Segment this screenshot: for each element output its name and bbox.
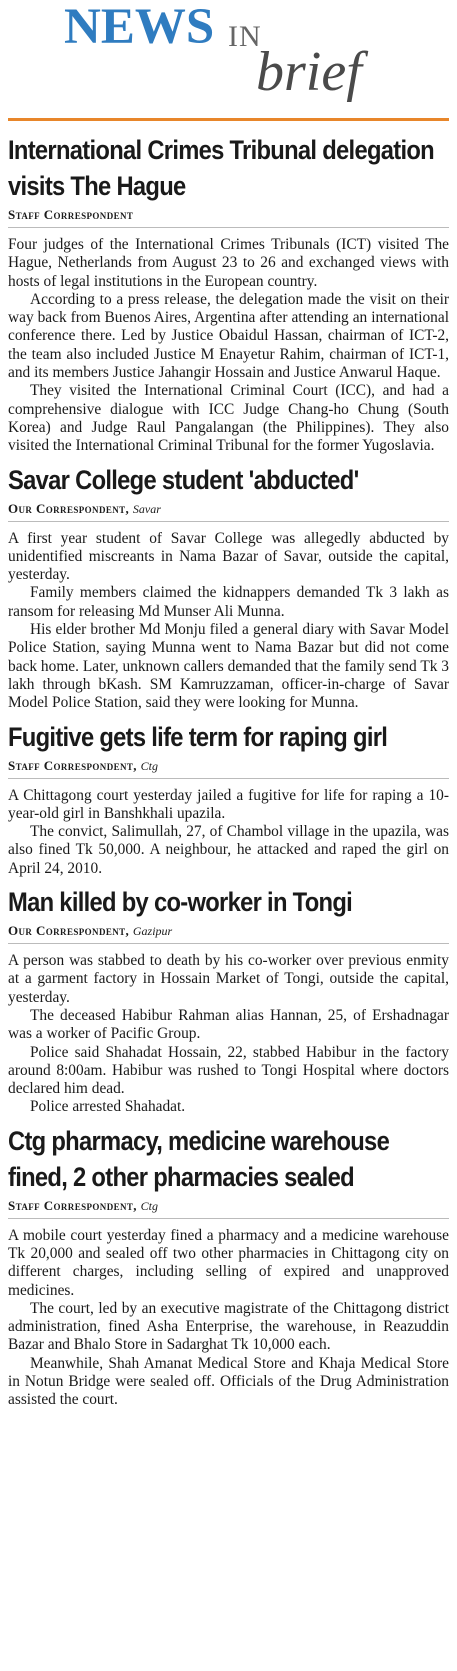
story-headline: Savar College student 'abducted' xyxy=(8,464,359,495)
story-paragraph: Police said Shahadat Hossain, 22, stabbed Habibur in the factory around 8:00am. Habibur was rushed to Tongi Hospital where doctors declared him dead. xyxy=(8,1043,449,1098)
masthead xyxy=(0,0,457,120)
story-byline xyxy=(8,922,449,940)
story-paragraph: A person was stabbed to death by his co-worker over previous enmity at a garment factory in Hossain Market of Tongi, outside the capital, yesterday. xyxy=(8,952,449,1006)
story-paragraph: Meanwhile, Shah Amanat Medical Store and Khaja Medical Store in Notun Bridge were sealed off. Officials of the Drug Administration assisted the court. xyxy=(8,1354,449,1409)
story-headline: Ctg pharmacy, medicine warehouse fined, 2 other pharmacies sealed xyxy=(8,1125,390,1192)
byline-divider xyxy=(8,943,449,944)
byline-author: Our Correspondent, xyxy=(8,923,130,939)
story-byline xyxy=(8,500,449,518)
story-list xyxy=(8,126,449,1410)
story-paragraph: His elder brother Md Monju filed a general diary with Savar Model Police Station, saying Munna went to Nama Bazar but did not come back home. Later, unknown callers demanded that the family send Tk 3 lakh through bKash. SM Kamruzzaman, officer-in-charge of Savar Model Police Station, said they were looking for Munna. xyxy=(8,621,449,712)
masthead-news: NEWS xyxy=(64,0,215,55)
story-paragraph: Police arrested Shahadat. xyxy=(30,1098,186,1116)
byline-divider xyxy=(8,1218,449,1219)
story-paragraph: A first year student of Savar College was allegedly abducted by unidentified miscreants in Nama Bazar of Savar, outside the capital, yesterday. xyxy=(8,529,449,584)
story-paragraph: A Chittagong court yesterday jailed a fugitive for life for raping a 10-year-old girl in Banshkhali upazila. xyxy=(8,786,449,822)
story-paragraph: They visited the International Criminal Court (ICC), and had a comprehensive dialogue with ICC Judge Chang-ho Chung (South Korea) and Judge Raul Pangalangan (the Philippines). They also visited the International Criminal Tribunal for the former Yugoslavia. xyxy=(8,382,449,455)
masthead-rule xyxy=(8,118,449,121)
story-paragraph: Four judges of the International Crimes Tribunals (ICT) visited The Hague, Netherlands from August 23 to 26 and exchanged views with hosts of legal institutions in the European country. xyxy=(8,236,449,290)
story-fugitive-life-term xyxy=(8,719,449,878)
byline-author: Staff Correspondent, xyxy=(8,1197,137,1213)
story-paragraph: Family members claimed the kidnappers demanded Tk 3 lakh as ransom for releasing Md Munser Ali Munna. xyxy=(8,584,449,620)
byline-author: Staff Correspondent xyxy=(8,207,134,222)
byline-divider xyxy=(8,227,449,228)
masthead-brief: brief xyxy=(256,41,362,103)
byline-divider xyxy=(8,521,449,522)
masthead-in: IN xyxy=(228,20,262,53)
story-tongi-killing xyxy=(8,884,449,1117)
story-headline: Man killed by co-worker in Tongi xyxy=(8,887,353,918)
story-savar-abduction xyxy=(8,462,449,713)
byline-divider xyxy=(8,778,449,779)
byline-place: Savar xyxy=(132,501,161,516)
story-headline: International Crimes Tribunal delegation visits The Hague xyxy=(8,135,435,201)
story-paragraph: The court, led by an executive magistrate of the Chittagong district administration, fined Asha Enterprise, the warehouse, in Reazuddin Bazar and Bhalo Store in Sadarghat Tk 10,000 each. xyxy=(8,1299,449,1354)
story-ctg-pharmacy xyxy=(8,1123,449,1410)
byline-place: Ctg xyxy=(140,758,158,773)
story-headline: Fugitive gets life term for raping girl xyxy=(8,721,388,752)
story-byline xyxy=(8,206,449,224)
byline-author: Our Correspondent, xyxy=(8,500,130,516)
story-paragraph: A mobile court yesterday fined a pharmacy and a medicine warehouse Tk 20,000 and sealed off two other pharmacies in Chittagong city on different charges, including selling of expired and unapproved medicines. xyxy=(8,1226,449,1299)
story-paragraph: According to a press release, the delegation made the visit on their way back from Buenos Aires, Argentina after attending an international conference there. Led by Justice Obaidul Hassan, chairman of ICT-2, the team also included Justice M Enayetur Rahim, chairman of ICT-1, and its members Justice Jahangir Hossain and Justice Anwarul Haque. xyxy=(8,290,449,382)
story-byline xyxy=(8,1197,449,1215)
story-paragraph: The convict, Salimullah, 27, of Chambol village in the upazila, was also fined Tk 50,000. A neighbour, he attacked and raped the girl on April 24, 2010. xyxy=(8,823,449,877)
story-paragraph: The deceased Habibur Rahman alias Hannan, 25, of Ershadnagar was a worker of Pacific Group. xyxy=(8,1006,449,1043)
story-byline xyxy=(8,757,449,775)
byline-place: Ctg xyxy=(140,1198,158,1213)
byline-author: Staff Correspondent, xyxy=(8,757,137,773)
story-ict-hague xyxy=(8,132,449,456)
byline-place: Gazipur xyxy=(132,924,173,939)
